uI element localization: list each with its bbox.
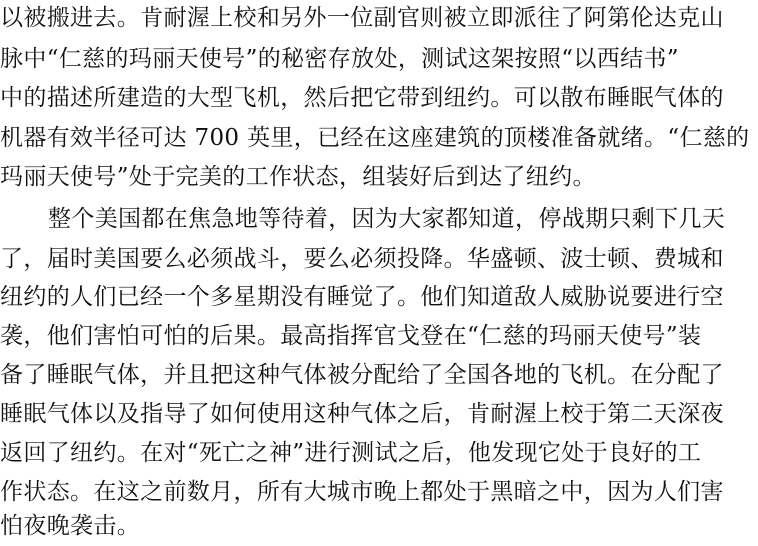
text-line: 睡眠气体以及指导了如何使用这种气体之后，肯耐渥上校于第二天深夜	[0, 401, 724, 427]
text-line: 中的描述所建造的大型飞机，然后把它带到纽约。可以散布睡眠气体的	[0, 85, 724, 111]
text-line: 机器有效半径可达 700 英里，已经在这座建筑的顶楼准备就绪。“仁慈的	[0, 125, 750, 151]
text-line: 脉中“仁慈的玛丽天使号”的秘密存放处，测试这架按照“以西结书”	[0, 46, 679, 72]
text-line: 袭，他们害怕可怕的后果。最高指挥官戈登在“仁慈的玛丽天使号”装	[0, 323, 702, 349]
text-line: 纽约的人们已经一个多星期没有睡觉了。他们知道敌人威胁说要进行空	[0, 284, 724, 310]
text-line: 怕夜晚袭击。	[0, 513, 141, 539]
text-line: 了，届时美国要么必须战斗，要么必须投降。华盛顿、波士顿、费城和	[0, 246, 724, 272]
text-line: 作状态。在这之前数月，所有大城市晚上都处于黑暗之中，因为人们害	[0, 479, 724, 505]
text-line: 备了睡眠气体，并且把这种气体被分配给了全国各地的飞机。在分配了	[0, 362, 724, 388]
text-line: 玛丽天使号”处于完美的工作状态，组装好后到达了纽约。	[0, 164, 596, 190]
text-line: 返回了纽约。在对“死亡之神”进行测试之后，他发现它处于良好的工	[0, 440, 702, 466]
text-line: 以被搬进去。肯耐渥上校和另外一位副官则被立即派往了阿第伦达克山	[0, 5, 724, 31]
text-line: 整个美国都在焦急地等待着，因为大家都知道，停战期只剩下几天	[48, 206, 726, 232]
